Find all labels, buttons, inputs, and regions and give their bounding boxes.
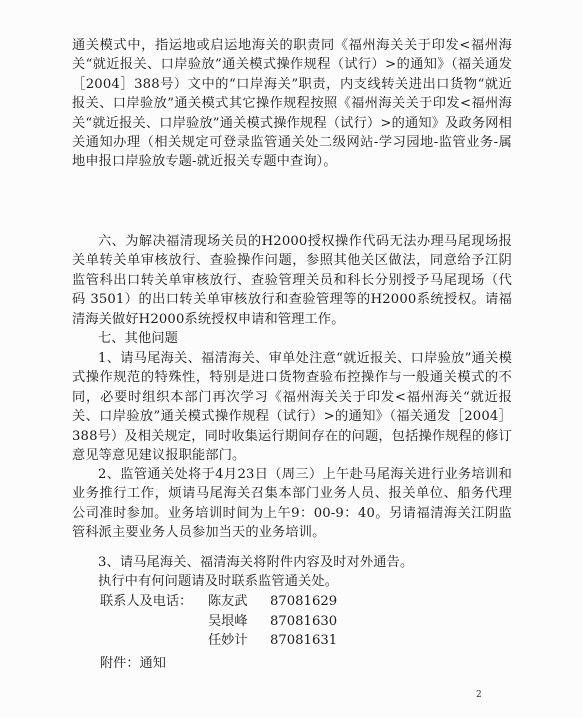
paragraph-six-h2000: 六、为解决福清现场关员的H2000授权操作代码无法办理马尾现场报关单转关单审核放行、查验操作问题，参照其他关区做法，同意给予江阴监管科出口转关单审核放行、查验管理关员和科长分别授予马尾现场（代码 3501）的出口转关单审核放行和查验管理等的H2000系统授权。请福清海关做好H2000系统授权申请和管理工作。 [72,234,512,327]
contact-label: 联系人及电话： [100,594,193,609]
contact-name: 吴垠峰 [208,613,248,629]
contact-row [100,592,360,612]
contact-phone: 87081629 [270,594,338,609]
paragraph-item-3: 3、请马尾海关、福清海关将附件内容及时对外通告。 [98,555,414,570]
contact-name: 任妙计 [208,633,248,649]
contact-list [100,592,360,651]
paragraph-transit-mode: 通关模式中，指运地或启运地海关的职责同《福州海关关于印发<福州海关“就近报关、口岸验放”通关模式操作规程（试行）>的通知》（福关通发［2004］388号）文中的“口岸海关”职责，内支线转关进出口货物“就近报关、口岸验放”通关模式其它操作规程按照《福州海关关于印发<福州海关“就近报关、口岸验放”通关模式操作规程（试行）>的通知》及政务网相关通知办理（相关规定可登录监管通关处二级网站-学习园地-监管业务-属地申报口岸验放专题-就近报关专题中查询）。 [72,38,512,170]
page-number: 2 [476,690,482,700]
paragraph-item-1: 1、请马尾海关、福清海关、审单处注意“就近报关、口岸验放”通关模式操作规范的特殊性，特别是进口货物查验布控操作与一般通关模式的不同，必要时组织本部门再次学习《福州海关关于印发<福州海关“就近报关、口岸验放”通关模式操作规程（试行）>的通知》（福关通发［2004］388号）及相关规定，同时收集运行期间存在的问题，包括操作规程的修订意见等意见建议报职能部门。 [72,351,512,464]
heading-seven-other-issues: 七、其他问题 [98,331,179,346]
contact-phone: 87081630 [270,613,338,629]
contact-row [100,631,360,651]
contact-phone: 87081631 [270,633,338,649]
contact-row [100,612,360,632]
paragraph-item-2: 2、监管通关处将于4月23日（周三）上午赴马尾海关进行业务培训和业务推行工作，烦请马尾海关召集本部门业务人员、报关单位、船务代理公司准时参加。业务培训时间为上午9：00-9：40。另请福清海关江阴监管科派主要业务人员参加当天的业务培训。 [72,467,512,541]
paragraph-contact-note: 执行中有何问题请及时联系监管通关处。 [98,574,339,589]
contact-name: 陈友武 [208,594,248,609]
attachment-note: 附件：通知 [100,656,166,671]
